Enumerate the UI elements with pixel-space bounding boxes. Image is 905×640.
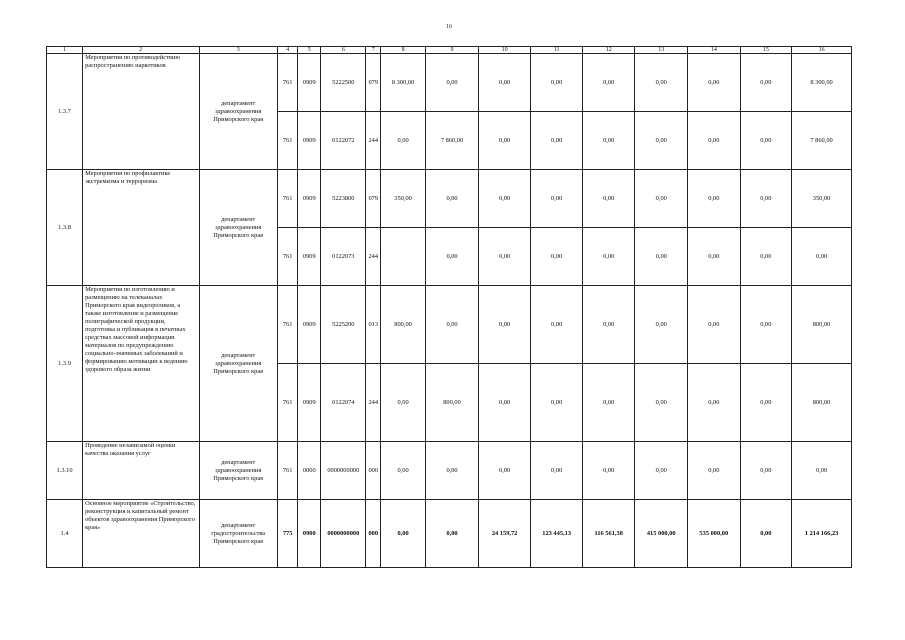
- value-cell: 0,00: [426, 286, 479, 364]
- value-cell: 0000000000: [321, 442, 366, 500]
- header-cell: 3: [199, 47, 277, 54]
- value-cell: 0,00: [740, 170, 792, 228]
- value-cell: 0,00: [531, 364, 583, 442]
- value-cell: 0,00: [426, 228, 479, 286]
- value-cell: 0,00: [478, 286, 531, 364]
- value-cell: 0909: [298, 170, 321, 228]
- value-cell: 0,00: [740, 364, 792, 442]
- value-cell: 5225200: [321, 286, 366, 364]
- value-cell: 0909: [298, 112, 321, 170]
- item-name: Мероприятия по противодействию распространению наркотиков: [83, 54, 199, 170]
- value-cell: 8 300,00: [380, 54, 425, 112]
- page-number: 16: [446, 24, 452, 30]
- value-cell: 0,00: [531, 228, 583, 286]
- header-cell: 12: [582, 47, 635, 54]
- value-cell: 0,00: [426, 442, 479, 500]
- value-cell: 350,00: [792, 170, 852, 228]
- program-table: [46, 46, 852, 568]
- value-cell: 0,00: [478, 54, 531, 112]
- value-cell: 0,00: [582, 228, 635, 286]
- value-cell: 0122074: [321, 364, 366, 442]
- item-code: 1.3.7: [47, 54, 83, 170]
- item-name: Мероприятия по профилактике экстремизма и терроризма: [83, 170, 199, 286]
- header-cell: 1: [47, 47, 83, 54]
- item-code: 1.3.9: [47, 286, 83, 442]
- value-cell: 0909: [298, 286, 321, 364]
- value-cell: 0,00: [688, 54, 741, 112]
- header-cell: 7: [366, 47, 380, 54]
- value-cell: 116 561,38: [582, 500, 635, 568]
- value-cell: 761: [277, 442, 298, 500]
- value-cell: 000: [366, 500, 380, 568]
- value-cell: 079: [366, 54, 380, 112]
- value-cell: 0,00: [380, 364, 425, 442]
- value-cell: 8 300,00: [792, 54, 852, 112]
- value-cell: 0,00: [635, 54, 688, 112]
- value-cell: 0,00: [635, 442, 688, 500]
- header-cell: 9: [426, 47, 479, 54]
- value-cell: 0,00: [688, 228, 741, 286]
- value-cell: 535 000,00: [688, 500, 741, 568]
- value-cell: 0,00: [478, 228, 531, 286]
- value-cell: 761: [277, 170, 298, 228]
- item-code: 1.3.10: [47, 442, 83, 500]
- header-cell: 2: [83, 47, 199, 54]
- value-cell: 0,00: [478, 442, 531, 500]
- value-cell: 800,00: [426, 364, 479, 442]
- value-cell: 0,00: [740, 228, 792, 286]
- value-cell: 761: [277, 364, 298, 442]
- value-cell: 0,00: [635, 112, 688, 170]
- value-cell: 0,00: [635, 228, 688, 286]
- value-cell: 0,00: [688, 442, 741, 500]
- header-cell: 8: [380, 47, 425, 54]
- value-cell: 0,00: [635, 364, 688, 442]
- header-cell: 14: [688, 47, 741, 54]
- value-cell: 0,00: [582, 170, 635, 228]
- value-cell: 0,00: [582, 286, 635, 364]
- table-row: [47, 286, 852, 364]
- value-cell: 0,00: [635, 286, 688, 364]
- value-cell: 0,00: [688, 170, 741, 228]
- value-cell: 0,00: [582, 112, 635, 170]
- value-cell: 7 860,00: [426, 112, 479, 170]
- header-row: [47, 47, 852, 54]
- value-cell: 0,00: [380, 500, 425, 568]
- item-department: департамент здравоохранения Приморского края: [199, 442, 277, 500]
- value-cell: 0,00: [740, 286, 792, 364]
- value-cell: 800,00: [792, 364, 852, 442]
- value-cell: 123 445,13: [531, 500, 583, 568]
- header-cell: 15: [740, 47, 792, 54]
- value-cell: 0,00: [478, 112, 531, 170]
- value-cell: 0000000000: [321, 500, 366, 568]
- header-cell: 16: [792, 47, 852, 54]
- value-cell: 0,00: [740, 442, 792, 500]
- header-cell: 11: [531, 47, 583, 54]
- header-cell: 10: [478, 47, 531, 54]
- value-cell: 013: [366, 286, 380, 364]
- value-cell: 0,00: [740, 112, 792, 170]
- header-cell: 13: [635, 47, 688, 54]
- value-cell: 0909: [298, 228, 321, 286]
- item-name: Проведение независимой оценки качества оказания услуг: [83, 442, 199, 500]
- item-department: департамент здравоохранения Приморского края: [199, 54, 277, 170]
- value-cell: 0,00: [380, 112, 425, 170]
- value-cell: 0,00: [531, 54, 583, 112]
- value-cell: 079: [366, 170, 380, 228]
- header-cell: 4: [277, 47, 298, 54]
- value-cell: 350,00: [380, 170, 425, 228]
- value-cell: 24 159,72: [478, 500, 531, 568]
- value-cell: 0,00: [688, 112, 741, 170]
- value-cell: 244: [366, 112, 380, 170]
- value-cell: 0909: [298, 54, 321, 112]
- value-cell: 0,00: [582, 54, 635, 112]
- value-cell: 0,00: [688, 364, 741, 442]
- value-cell: 5223800: [321, 170, 366, 228]
- value-cell: 0,00: [792, 228, 852, 286]
- value-cell: [380, 228, 425, 286]
- value-cell: 0122072: [321, 112, 366, 170]
- value-cell: 0,00: [478, 364, 531, 442]
- item-department: департамент градостроительства Приморского края: [199, 500, 277, 568]
- value-cell: 0,00: [531, 170, 583, 228]
- item-name: Основное мероприятие «Строительство, реконструкция и капитальный ремонт объектов здравоохранения Приморского края»: [83, 500, 199, 568]
- value-cell: 0,00: [582, 364, 635, 442]
- item-code: 1.4: [47, 500, 83, 568]
- value-cell: 0,00: [531, 442, 583, 500]
- value-cell: 761: [277, 54, 298, 112]
- value-cell: 0,00: [792, 442, 852, 500]
- value-cell: 0,00: [688, 286, 741, 364]
- value-cell: 000: [366, 442, 380, 500]
- value-cell: 0900: [298, 500, 321, 568]
- value-cell: 761: [277, 286, 298, 364]
- item-department: департамент здравоохранения Приморского края: [199, 170, 277, 286]
- value-cell: 5222500: [321, 54, 366, 112]
- value-cell: 0,00: [426, 170, 479, 228]
- value-cell: 0122073: [321, 228, 366, 286]
- table-row: [47, 442, 852, 500]
- value-cell: 0,00: [426, 500, 479, 568]
- value-cell: 0,00: [531, 286, 583, 364]
- item-name: Мероприятия по изготовлению и размещению на телеканалах Приморского края видеороликов, а также изготовление и размещение полиграфической продукции, подготовка и публикация в печатных средствах массовой информации материалов по предупреждению социально-значимых заболеваний и формированию мотивации к ведению здорового образа жизни: [83, 286, 199, 442]
- value-cell: 800,00: [380, 286, 425, 364]
- table-row: [47, 500, 852, 568]
- value-cell: 0,00: [380, 442, 425, 500]
- value-cell: 244: [366, 228, 380, 286]
- value-cell: 0909: [298, 364, 321, 442]
- value-cell: 0000: [298, 442, 321, 500]
- item-department: департамент здравоохранения Приморского края: [199, 286, 277, 442]
- value-cell: 0,00: [531, 112, 583, 170]
- header-cell: 5: [298, 47, 321, 54]
- value-cell: 0,00: [740, 54, 792, 112]
- value-cell: 761: [277, 228, 298, 286]
- value-cell: 0,00: [426, 54, 479, 112]
- value-cell: 1 214 166,23: [792, 500, 852, 568]
- value-cell: 800,00: [792, 286, 852, 364]
- header-cell: 6: [321, 47, 366, 54]
- value-cell: 7 860,00: [792, 112, 852, 170]
- item-code: 1.3.8: [47, 170, 83, 286]
- value-cell: 244: [366, 364, 380, 442]
- table-row: [47, 54, 852, 112]
- value-cell: 0,00: [635, 170, 688, 228]
- table-row: [47, 170, 852, 228]
- value-cell: 0,00: [478, 170, 531, 228]
- value-cell: 0,00: [582, 442, 635, 500]
- value-cell: 761: [277, 112, 298, 170]
- value-cell: 0,00: [740, 500, 792, 568]
- value-cell: 415 000,00: [635, 500, 688, 568]
- value-cell: 775: [277, 500, 298, 568]
